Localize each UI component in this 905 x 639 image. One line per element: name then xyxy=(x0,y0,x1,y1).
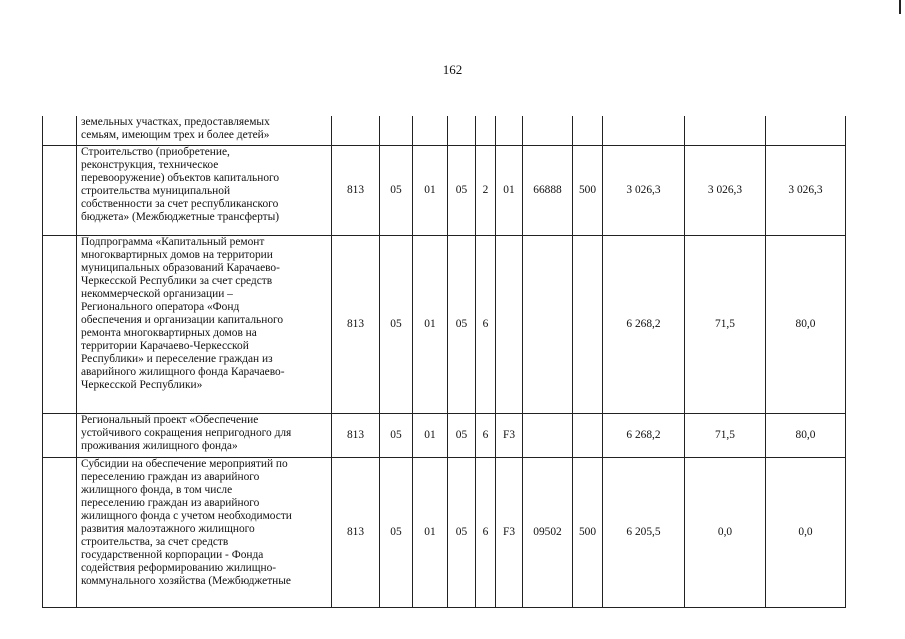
col-direction xyxy=(523,413,573,457)
col-subsection: 01 xyxy=(413,413,448,457)
col-subprogram: 6 xyxy=(476,413,496,457)
col-subprogram xyxy=(476,116,496,145)
col-main-activity xyxy=(496,235,523,413)
col-amount-year3: 3 026,3 xyxy=(766,145,846,235)
col-program xyxy=(448,116,476,145)
description-line: реконструкция, техническое xyxy=(81,158,219,171)
description-cell xyxy=(77,145,332,235)
col-main-activity: F3 xyxy=(496,457,523,607)
description-line: некоммерческой организации – xyxy=(81,287,233,300)
col-program: 05 xyxy=(448,413,476,457)
description-line: ремонта многоквартирных домов на xyxy=(81,326,257,339)
description-line: развития малоэтажного жилищного xyxy=(81,522,255,535)
description-cell xyxy=(77,116,332,145)
description-line: Региональный проект «Обеспечение xyxy=(81,413,259,426)
description-line: государственной корпорации - Фонда xyxy=(81,548,264,561)
col-main-activity: F3 xyxy=(496,413,523,457)
col-amount-year1: 6 205,5 xyxy=(603,457,685,607)
description-line: многоквартирных домов на территории xyxy=(81,248,273,261)
row-number-cell xyxy=(43,235,77,413)
table-row xyxy=(43,116,846,145)
col-direction: 66888 xyxy=(523,145,573,235)
description-line: перевооружение) объектов капитального xyxy=(81,171,280,184)
description-line: бюджета» (Межбюджетные трансферты) xyxy=(81,210,280,223)
col-ministry-code: 813 xyxy=(332,235,380,413)
col-ministry-code: 813 xyxy=(332,145,380,235)
budget-table xyxy=(42,116,846,608)
description-line: Регионального оператора «Фонд xyxy=(81,300,240,313)
col-subprogram: 6 xyxy=(476,235,496,413)
col-amount-year1: 3 026,3 xyxy=(603,145,685,235)
col-expense-type xyxy=(573,413,603,457)
description-line: Субсидии на обеспечение мероприятий по xyxy=(81,457,288,470)
col-section: 05 xyxy=(380,235,413,413)
col-direction: 09502 xyxy=(523,457,573,607)
col-amount-year1: 6 268,2 xyxy=(603,413,685,457)
col-section: 05 xyxy=(380,457,413,607)
col-expense-type: 500 xyxy=(573,145,603,235)
description-line: строительства муниципальной xyxy=(81,184,231,197)
description-line: проживания жилищного фонда» xyxy=(81,439,238,452)
description-line: содействия реформированию жилищно- xyxy=(81,561,277,574)
col-amount-year1: 6 268,2 xyxy=(603,235,685,413)
col-section: 05 xyxy=(380,413,413,457)
col-subsection: 01 xyxy=(413,457,448,607)
row-number-cell xyxy=(43,457,77,607)
table-row xyxy=(43,413,846,457)
col-amount-year3 xyxy=(766,116,846,145)
col-direction xyxy=(523,116,573,145)
table-row xyxy=(43,457,846,607)
col-subsection: 01 xyxy=(413,235,448,413)
col-ministry-code xyxy=(332,116,380,145)
description-cell xyxy=(77,457,332,607)
row-number-cell xyxy=(43,145,77,235)
description-line: Республики» и переселение граждан из xyxy=(81,352,273,365)
description-line: собственности за счет республиканского xyxy=(81,197,279,210)
col-amount-year2: 0,0 xyxy=(685,457,766,607)
col-section xyxy=(380,116,413,145)
col-amount-year3: 80,0 xyxy=(766,235,846,413)
description-line: строительства, за счет средств xyxy=(81,535,229,548)
col-amount-year3: 0,0 xyxy=(766,457,846,607)
col-section: 05 xyxy=(380,145,413,235)
description-line: земельных участках, предоставляемых xyxy=(81,116,270,128)
col-main-activity: 01 xyxy=(496,145,523,235)
col-ministry-code: 813 xyxy=(332,457,380,607)
description-line: жилищного фонда с учетом необходимости xyxy=(81,509,292,522)
description-line: семьям, имеющим трех и более детей» xyxy=(81,129,270,141)
description-line: территории Карачаево-Черкесской xyxy=(81,339,249,352)
description-line: Черкесской Республики» xyxy=(81,378,203,391)
col-expense-type: 500 xyxy=(573,457,603,607)
row-number-cell xyxy=(43,116,77,145)
col-subprogram: 2 xyxy=(476,145,496,235)
col-expense-type xyxy=(573,116,603,145)
col-ministry-code: 813 xyxy=(332,413,380,457)
col-amount-year2: 71,5 xyxy=(685,413,766,457)
col-expense-type xyxy=(573,235,603,413)
col-amount-year2 xyxy=(685,116,766,145)
description-line: аварийного жилищного фонда Карачаево- xyxy=(81,365,285,378)
description-line: коммунального хозяйства (Межбюджетные xyxy=(81,574,291,587)
table-row xyxy=(43,235,846,413)
description-line: Подпрограмма «Капитальный ремонт xyxy=(81,235,265,248)
col-main-activity xyxy=(496,116,523,145)
description-line: жилищного фонда, в том числе xyxy=(81,483,233,496)
col-amount-year1 xyxy=(603,116,685,145)
col-program: 05 xyxy=(448,145,476,235)
col-amount-year3: 80,0 xyxy=(766,413,846,457)
description-line: Строительство (приобретение, xyxy=(81,145,230,158)
description-line: муниципальных образований Карачаево- xyxy=(81,261,280,274)
col-amount-year2: 3 026,3 xyxy=(685,145,766,235)
table-body xyxy=(43,116,846,607)
description-line: устойчивого сокращения непригодного для xyxy=(81,426,292,439)
col-amount-year2: 71,5 xyxy=(685,235,766,413)
row-number-cell xyxy=(43,413,77,457)
page-number: 162 xyxy=(442,62,463,77)
col-program: 05 xyxy=(448,235,476,413)
scan-edge-mark xyxy=(899,0,901,14)
description-cell xyxy=(77,413,332,457)
col-direction xyxy=(523,235,573,413)
description-line: обеспечения и организации капитального xyxy=(81,313,284,326)
description-line: переселению граждан из аварийного xyxy=(81,496,260,509)
description-line: переселению граждан из аварийного xyxy=(81,470,260,483)
col-program: 05 xyxy=(448,457,476,607)
table-row xyxy=(43,145,846,235)
description-line: Черкесской Республики за счет средств xyxy=(81,274,273,287)
description-cell xyxy=(77,235,332,413)
col-subsection: 01 xyxy=(413,145,448,235)
col-subprogram: 6 xyxy=(476,457,496,607)
col-subsection xyxy=(413,116,448,145)
